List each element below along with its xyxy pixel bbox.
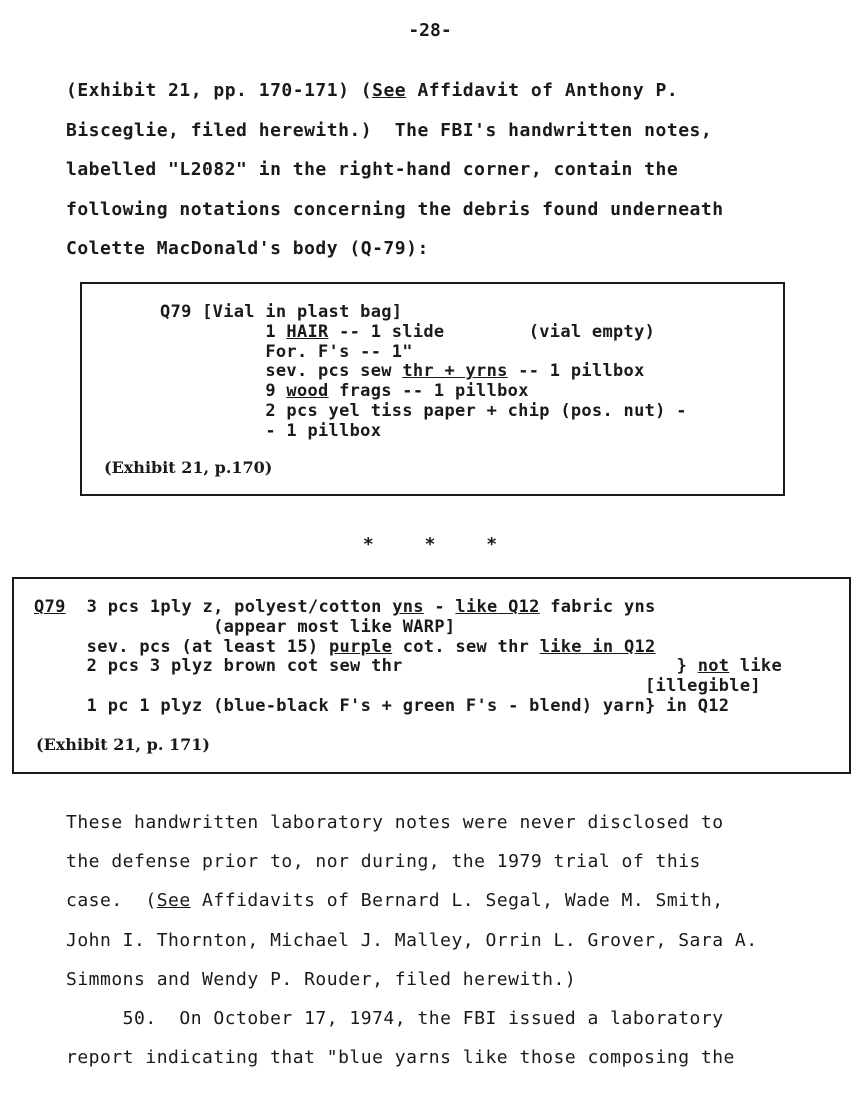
text-line xyxy=(160,361,645,381)
text-line xyxy=(66,930,758,951)
text-line xyxy=(160,302,402,322)
text-run: Affidavit of Anthony P. xyxy=(406,80,679,101)
text-run: These handwritten laboratory notes were never disclosed to xyxy=(66,812,724,833)
text-run: - xyxy=(423,597,456,617)
text-line xyxy=(34,656,782,676)
text-run: 2 pcs 3 plyz brown cot sew thr } xyxy=(34,656,698,677)
text-line xyxy=(66,1047,735,1068)
text-run: 1 xyxy=(160,321,287,342)
text-line xyxy=(66,851,701,872)
underlined-text: thr + yrns xyxy=(402,361,508,382)
text-line xyxy=(34,637,656,657)
text-run: -- 1 pillbox xyxy=(507,361,645,382)
underlined-text: HAIR xyxy=(286,321,329,342)
text-run: following notations concerning the debris found underneath xyxy=(66,198,724,220)
text-run: 1 pc 1 plyz (blue-black F's + green F's - blend) yarn} in Q12 xyxy=(34,696,730,716)
text-run: labelled "L2082" in the right-hand corner, contain the xyxy=(66,159,679,180)
text-run: the defense prior to, nor during, the 1979 trial of this xyxy=(66,851,701,873)
underlined-text: yns xyxy=(392,597,424,617)
text-run: report indicating that "blue yarns like those composing the xyxy=(66,1047,735,1069)
text-run: -- 1 slide (vial empty) xyxy=(328,321,656,342)
text-line xyxy=(34,597,656,617)
notes-box-q79-p171 xyxy=(12,577,851,774)
text-line xyxy=(66,120,712,141)
text-run: 2 pcs yel tiss paper + chip (pos. nut) - xyxy=(160,401,687,421)
text-line xyxy=(160,322,655,342)
underlined-text: See xyxy=(372,80,407,101)
text-line xyxy=(34,696,729,716)
text-run: sev. pcs sew xyxy=(160,361,403,382)
text-run: like xyxy=(729,656,782,677)
text-run: cot. sew thr xyxy=(392,636,540,657)
notes-box-1-caption: (Exhibit 21, p.170) xyxy=(104,458,273,477)
text-line xyxy=(34,676,761,696)
text-run: - 1 pillbox xyxy=(160,420,382,441)
page-number: -28- xyxy=(408,20,452,41)
underlined-text: purple xyxy=(328,636,393,657)
text-run: 50. On October 17, 1974, the FBI issued a laboratory xyxy=(66,1008,724,1029)
text-line xyxy=(160,381,529,401)
text-run: sev. pcs (at least 15) xyxy=(34,636,329,657)
text-run: For. F's -- 1" xyxy=(160,341,413,362)
underlined-text: wood xyxy=(286,381,329,402)
text-run: Affidavits of Bernard L. Segal, Wade M. Smith, xyxy=(190,890,724,912)
text-run: (Exhibit 21, pp. 170-171) ( xyxy=(66,80,373,101)
text-line xyxy=(66,890,724,911)
text-run: [illegible] xyxy=(34,676,761,697)
text-line xyxy=(34,617,455,637)
text-run: 9 xyxy=(160,381,287,402)
text-run: fabric yns xyxy=(539,597,656,617)
text-line xyxy=(160,401,687,421)
underlined-text: not xyxy=(697,656,730,677)
text-run: John I. Thornton, Michael J. Malley, Orrin L. Grover, Sara A. xyxy=(66,929,758,951)
text-run: (appear most like WARP] xyxy=(34,616,456,637)
text-line xyxy=(66,159,678,180)
text-line xyxy=(160,421,381,441)
underlined-text: like Q12 xyxy=(455,597,540,617)
text-run: frags -- 1 pillbox xyxy=(328,381,529,402)
section-separator: * * * xyxy=(362,534,498,555)
text-run: Bisceglie, filed herewith.) The FBI's handwritten notes, xyxy=(66,119,713,141)
text-line xyxy=(66,80,678,101)
notes-box-q79-p170 xyxy=(80,282,785,496)
text-line xyxy=(66,812,724,833)
text-run: Colette MacDonald's body (Q-79): xyxy=(66,238,429,259)
text-run: 3 pcs 1ply z, polyest/cotton xyxy=(65,597,393,617)
text-line xyxy=(66,969,576,990)
underlined-text: Q79 xyxy=(34,597,66,617)
text-run: Simmons and Wendy P. Rouder, filed herewith.) xyxy=(66,968,577,990)
text-line xyxy=(66,238,429,259)
text-run: case. ( xyxy=(66,890,157,912)
text-run: Q79 [Vial in plast bag] xyxy=(160,302,403,322)
underlined-text: See xyxy=(156,890,191,912)
text-line xyxy=(160,342,413,362)
notes-box-2-caption: (Exhibit 21, p. 171) xyxy=(36,735,210,754)
underlined-text: like in Q12 xyxy=(539,636,656,657)
text-line xyxy=(66,199,724,220)
text-line xyxy=(66,1008,724,1029)
